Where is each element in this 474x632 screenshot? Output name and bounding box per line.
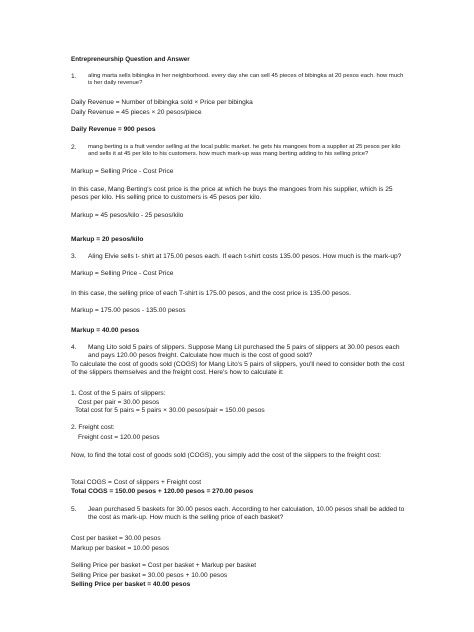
q4-step-1-heading: 1. Cost of the 5 pairs of slippers: [71,390,166,397]
q4-step-2-heading: 2. Freight cost: [71,424,115,431]
document-title: Entrepreneurship Question and Answer [71,56,190,63]
question-2-text: mang berting is a fruit vendor selling at the local public market. he gets his mangoes from a supplier at 25 pesos per kilo and sells it at 45 per kilo to his customers. how much mark-up was mang berting adding to his selling price? [88,144,401,158]
q2-answer: Markup = 20 pesos/kilo [71,236,144,243]
q4-step-1-total-cost: Total cost for 5 pairs = 5 pairs × 30.00 pesos/pair = 150.00 pesos [75,407,265,414]
question-4-text: Mang Lito sold 5 pairs of slippers. Suppose Mang Lit purchased the 5 pairs of slippers at 30.00 pesos each and pays 120.00 pesos freight. Calculate how much is the cost of good sold? [88,344,400,359]
question-5-number: 5. [71,506,77,513]
q5-formula: Selling Price per basket = Cost per basket + Markup per basket [71,562,257,569]
question-5-text: Jean purchased 5 baskets for 30.00 pesos each. According to her calculation, 10.00 pesos shall be added to the cost as mark-up. How much is the selling price of each basket? [88,506,405,521]
question-3-number: 3. [71,253,77,260]
q2-formula: Markup = Selling Price - Cost Price [71,168,174,175]
q1-calculation: Daily Revenue = 45 pieces × 20 pesos/piece [71,109,202,116]
q2-calculation: Markup = 45 pesos/kilo - 25 pesos/kilo [71,212,184,219]
q5-answer: Selling Price per basket = 40.00 pesos [71,581,191,588]
q5-cost-per-basket: Cost per basket = 30.00 pesos [71,535,161,542]
q3-formula: Markup = Selling Price - Cost Price [71,270,174,277]
q4-total-formula: Total COGS = Cost of slippers + Freight cost [71,479,202,486]
question-2-number: 2. [71,144,77,151]
q4-answer: Total COGS = 150.00 pesos + 120.00 pesos = 270.00 pesos [71,488,254,495]
q1-answer: Daily Revenue = 900 pesos [71,126,156,133]
q3-answer: Markup = 40.00 pesos [71,327,140,334]
q4-total-explanation: Now, to find the total cost of goods sold (COGS), you simply add the cost of the slippers to the freight cost: [71,452,382,459]
q5-markup-per-basket: Markup per basket = 10.00 pesos [71,545,170,552]
q2-explanation: In this case, Mang Berting's cost price is the price at which he buys the mangoes from his supplier, which is 25 pesos per kilo. His selling price to customers is 45 pesos per kilo. [71,186,393,202]
question-3-text: Aling Elvie sells t- shirt at 175.00 pesos each. If each t-shirt costs 135.00 pesos. How much is the mark-up? [88,253,402,260]
question-1-text: aling marta sells bibingka in her neighborhood. every day she can sell 45 pieces of bibingka at 20 pesos each. how much is her daily revenue? [88,73,404,87]
q4-introduction: To calculate the cost of goods sold (COGS) for Mang Lito's 5 pairs of slippers, you'll need to consider both the cost of the slippers themselves and the freight cost. Here's how to calculate it: [71,361,405,377]
q4-step-2-freight-cost: Freight cost = 120.00 pesos [78,434,160,441]
question-1-number: 1. [71,73,77,80]
q5-calculation: Selling Price per basket = 30.00 pesos + 10.00 pesos [71,572,228,579]
question-4-number: 4. [71,344,77,351]
q1-formula: Daily Revenue = Number of bibingka sold × Price per bibingka [71,99,253,106]
q3-explanation: In this case, the selling price of each T-shirt is 175.00 pesos, and the cost price is 135.00 pesos. [71,290,351,297]
q4-step-1-cost-per-pair: Cost per pair = 30.00 pesos [78,399,160,406]
q3-calculation: Markup = 175.00 pesos - 135.00 pesos [71,307,186,314]
